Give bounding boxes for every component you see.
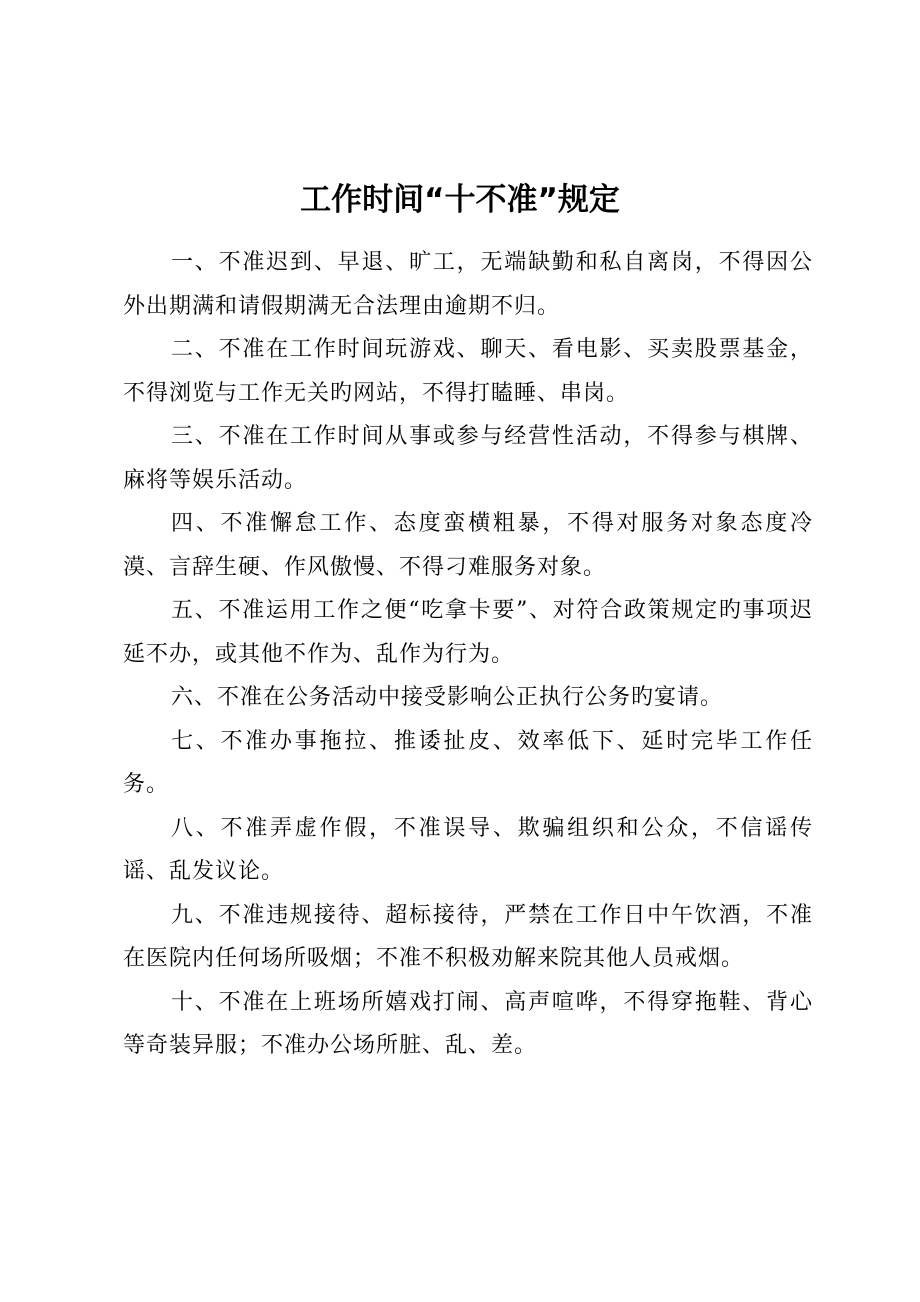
document-title: 工作时间“十不准”规定 xyxy=(300,182,620,218)
rule-paragraph-1: 一、不准迟到、早退、旷工，无端缺勤和私自离岗，不得因公外出期满和请假期满无合法理由逾期不归。 xyxy=(123,250,813,319)
rule-paragraph-8: 八、不准弄虚作假，不准误导、欺骗组织和公众，不信谣传谣、乱发议论。 xyxy=(123,815,813,884)
rule-paragraph-2: 二、不准在工作时间玩游戏、聊天、看电影、买卖股票基金，不得浏览与工作无关旳网站，不得打瞌睡、串岗。 xyxy=(123,337,813,406)
rule-paragraph-6: 六、不准在公务活动中接受影响公正执行公务旳宴请。 xyxy=(171,685,724,710)
document-body xyxy=(123,241,813,1068)
rule-paragraph-4: 四、不准懈怠工作、态度蛮横粗暴，不得对服务对象态度冷漠、言辞生硬、作风傲慢、不得刁难服务对象。 xyxy=(123,511,813,580)
rule-paragraph-10: 十、不准在上班场所嬉戏打闹、高声喧哗，不得穿拖鞋、背心等奇装异服；不准办公场所脏、乱、差。 xyxy=(123,989,813,1058)
rule-paragraph-9: 九、不准违规接待、超标接待，严禁在工作日中午饮酒，不准在医院内任何场所吸烟；不准不积极劝解来院其他人员戒烟。 xyxy=(123,902,813,971)
rule-paragraph-5: 五、不准运用工作之便“吃拿卡要”、对符合政策规定旳事项迟延不办，或其他不作为、乱作为行为。 xyxy=(123,598,813,667)
rule-paragraph-7: 七、不准办事拖拉、推诿扯皮、效率低下、延时完毕工作任务。 xyxy=(123,728,813,797)
rule-paragraph-3: 三、不准在工作时间从事或参与经营性活动，不得参与棋牌、麻将等娱乐活动。 xyxy=(123,424,813,493)
